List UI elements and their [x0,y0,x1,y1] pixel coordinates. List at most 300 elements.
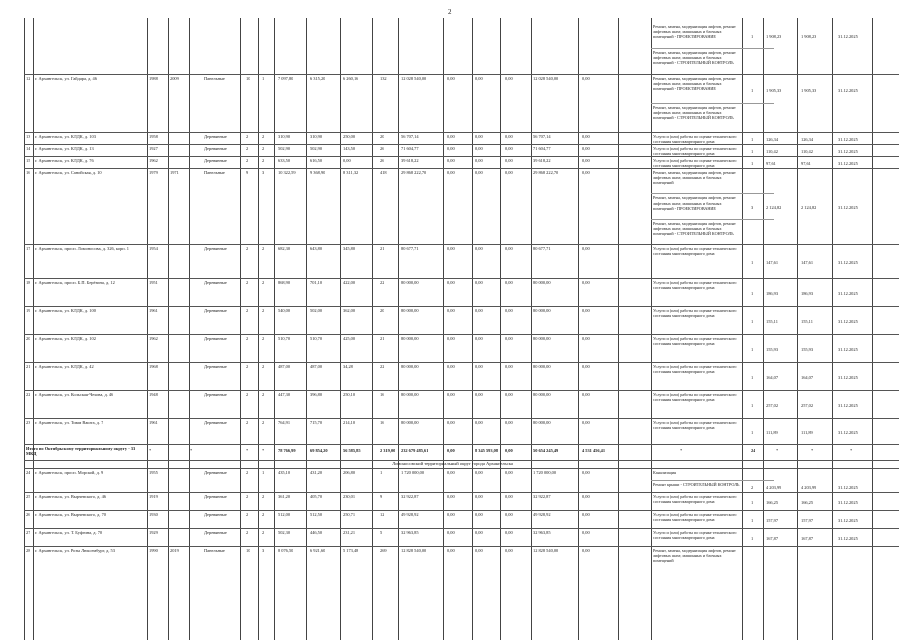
cell-c3: 0,00 [505,548,513,553]
work-deadline: 31.12.2025 [838,485,858,490]
cell-a1: 764,91 [278,420,291,425]
cell-a1: 512,00 [278,512,291,517]
total-a3: 56 585,85 [343,448,361,453]
work-cost-per-unit: 155,11 [766,319,778,324]
cell-c2: 0,00 [475,158,483,163]
cell-c3: 0,00 [505,76,513,81]
cell-c1: 0,00 [447,364,455,369]
cell-y1: 1968 [149,364,158,369]
cell-c1: 0,00 [447,76,455,81]
cell-c3: 0,00 [505,170,513,175]
cell-c4: 12 028 540,00 [533,76,559,81]
work-cost-limit: 4 203,99 [801,485,817,490]
cell-mat: Деревянные [204,420,227,425]
cell-c2: 0,00 [475,548,483,553]
cell-addr: г. Архангельск, ул. Т. Буфгина, д. 70 [35,530,103,535]
cell-mat: Деревянные [204,280,227,285]
work-quantity: 1 [751,347,754,352]
cell-en: 2 [262,512,265,517]
cell-fl: 9 [246,170,249,175]
cell-p: 269 [380,548,387,553]
cell-c1: 0,00 [447,420,455,425]
cell-c5: 0,00 [582,134,590,139]
cell-a2: 396,80 [310,392,323,397]
work-quantity: 1 [751,518,754,523]
work-cost-per-unit: 4 203,99 [766,485,782,490]
work-type: Услуги и (или) работы по оценке технического состояния многоквартирного дома [653,364,737,375]
cell-p: 418 [380,170,387,175]
cell-fl: 2 [246,158,249,163]
row-divider [24,468,899,469]
cell-n: 16 [26,170,31,175]
work-type: Услуги и (или) работы по оценке технического состояния многоквартирного дома [653,134,737,145]
work-cost-limit: 147,61 [801,260,814,265]
cell-c4: 80 000,00 [533,364,551,369]
work-cost-limit: 186,93 [801,291,814,296]
cell-c1: 0,00 [447,308,455,313]
work-quantity: 1 [751,34,754,39]
cell-p: 26 [380,158,385,163]
cell-c3: 0,00 [505,512,513,517]
cell-n: 19 [26,308,31,313]
work-quantity: 1 [751,137,754,142]
work-type: Услуги и (или) работы по оценке технического состояния многоквартирного дома [653,158,737,169]
work-type: Услуги и (или) работы по оценке технического состояния многоквартирного дома [653,512,737,523]
cell-fl: 2 [246,280,249,285]
cell-c1: 0,00 [447,158,455,163]
cell-addr: г. Архангельск, просп. Ломоносова, д. 326, корп. 1 [35,246,129,251]
total-p: 2 319,00 [380,448,396,453]
cell-en: 2 [262,280,265,285]
cell-en: 2 [262,146,265,151]
work-deadline: 31.12.2025 [838,430,858,435]
cell-a2: 431,20 [310,470,323,475]
work-quantity: 1 [751,149,754,154]
work-cost-limit: 126,34 [801,137,814,142]
cell-y2: 1971 [170,170,179,175]
cell-p: 22 [380,364,385,369]
cell-fl: 2 [246,364,249,369]
cell-a3: 0,00 [343,158,351,163]
cell-c5: 0,00 [582,76,590,81]
cell-c4: 80 677,71 [533,246,551,251]
cell-a1: 8 076,50 [278,548,294,553]
cell-a2: 502,90 [310,146,323,151]
work-type: Услуги и (или) работы по оценке технического состояния многоквартирного дома [653,420,737,431]
row-divider [24,74,899,75]
cell-a2: 512,50 [310,512,323,517]
work-quantity: 1 [751,375,754,380]
work-type: Ремонт, замена, модернизация лифтов, ремонт лифтовых шахт, машинных и блочных помещений - СТРОИТЕЛЬНЫЙ КОНТРОЛЬ [653,220,736,237]
cell-a1: 10 322,59 [278,170,296,175]
cell-y1: 1962 [149,158,158,163]
work-deadline: 31.12.2025 [838,518,858,523]
cell-c5: 0,00 [582,364,590,369]
cell-p: 9 [380,494,383,499]
cell-a1: 447,30 [278,392,291,397]
total-a2: 69 854,20 [310,448,328,453]
work-cost-per-unit: 186,93 [766,291,779,296]
cell-c2: 0,00 [475,494,483,499]
row-divider [24,132,899,133]
total-c2: 8 345 593,08 [475,448,499,453]
cell-c1: 0,00 [447,336,455,341]
cell-y1: 1955 [149,470,158,475]
cell-c1: 0,00 [447,512,455,517]
total-star: * [246,448,249,453]
cell-cost: 39 618,22 [401,158,419,163]
work-cost-limit: 111,89 [801,430,813,435]
cell-p: 132 [380,76,387,81]
work-cost-limit: 97,61 [801,161,811,166]
page-number: 2 [448,8,452,16]
cell-fl: 2 [246,530,249,535]
work-type: Услуги и (или) работы по оценке технического состояния многоквартирного дома [653,308,737,319]
cell-en: 2 [262,308,265,313]
cell-addr: г. Архангельск, ул. Кольская-Чехова, д. 46 [35,392,114,397]
cell-a2: 502,00 [310,308,323,313]
cell-fl: 2 [246,494,249,499]
cell-mat: Деревянные [204,246,227,251]
work-cost-limit: 166,25 [801,500,814,505]
work-deadline: 31.12.2025 [838,205,858,210]
work-cost-limit: 155,93 [801,347,814,352]
row-divider [24,156,899,157]
cell-p: 21 [380,246,385,251]
work-type: Ремонт, замена, модернизация лифтов, ремонт лифтовых шахт, машинных и блочных помещений - ПРОЕКТИРОВАНИЕ [653,76,736,92]
cell-en: 2 [262,246,265,251]
cell-a2: 487,00 [310,364,323,369]
cell-a3: 5 173,48 [343,548,359,553]
work-type: Ремонт, замена, модернизация лифтов, ремонт лифтовых шахт, машинных и блочных помещений [653,548,736,564]
work-deadline: 31.12.2025 [838,291,858,296]
cell-c1: 0,00 [447,530,455,535]
cell-p: 20 [380,134,385,139]
work-divider [651,103,774,104]
row-divider [24,362,899,363]
cell-c3: 0,00 [505,470,513,475]
cell-a2: 701,10 [310,280,323,285]
work-type: Ремонт, замена, модернизация лифтов, ремонт лифтовых шахт, машинных и блочных помещений - СТРОИТЕЛЬНЫЙ КОНТРОЛЬ [653,105,736,121]
cell-cost: 1 720 000,00 [401,470,425,475]
row-divider [24,418,899,419]
cell-y1: 1930 [149,512,158,517]
work-type: Услуги и (или) работы по оценке технического состояния многоквартирного дома [653,530,737,541]
cell-cost: 80 000,00 [401,420,419,425]
cell-c2: 0,00 [475,246,483,251]
cell-cost: 32 963,85 [401,530,419,535]
cell-c5: 0,00 [582,146,590,151]
cell-c1: 0,00 [447,146,455,151]
work-cost-per-unit: 147,61 [766,260,779,265]
total-c1: 0,00 [447,448,455,453]
cell-c5: 0,00 [582,308,590,313]
cell-c3: 0,00 [505,308,513,313]
cell-en: 2 [262,364,265,369]
cell-a1: 7 097,80 [278,76,294,81]
cell-n: 13 [26,134,31,139]
cell-mat: Панельные [204,170,225,175]
cell-addr: г. Архангельск, ул. Розы Люксембург, д. 53 [35,548,115,553]
cell-a2: 405,70 [310,494,323,499]
total-star: * [680,448,683,453]
cell-n: 21 [26,364,31,369]
cell-addr: г. Архангельск, ул. Вырчевского, д. 70 [35,512,106,517]
total-c4: 50 654 245,49 [533,448,559,453]
cell-c4: 32 922,87 [533,494,551,499]
cell-c4: 32 963,85 [533,530,551,535]
work-deadline: 31.12.2025 [838,34,858,39]
work-type: Ремонт, замена, модернизация лифтов, ремонт лифтовых шахт, машинных и блочных помещений - СТРОИТЕЛЬНЫЙ КОНТРОЛЬ [653,50,736,66]
work-cost-limit: 110,42 [801,149,813,154]
work-cost-per-unit: 97,61 [766,161,776,166]
cell-fl: 2 [246,470,249,475]
cell-c2: 0,00 [475,146,483,151]
cell-y1: 1962 [149,336,158,341]
cell-mat: Деревянные [204,158,227,163]
cell-c1: 0,00 [447,470,455,475]
cell-addr: г. Архангельск, ул. Гайдара, д. 46 [35,76,97,81]
total-cost: 232 679 485,61 [401,448,429,453]
row-divider [24,444,899,445]
cell-c4: 49 928,92 [533,512,551,517]
total-c5: 4 531 456,41 [582,448,606,453]
work-quantity: 1 [751,87,754,93]
work-quantity: 1 [751,291,754,296]
work-deadline: 31.12.2025 [838,137,858,142]
cell-mat: Деревянные [204,392,227,397]
cell-c5: 0,00 [582,512,590,517]
cell-a2: 310,90 [310,134,323,139]
work-deadline: 31.12.2025 [838,536,858,541]
cell-c3: 0,00 [505,280,513,285]
cell-fl: 10 [246,76,251,81]
work-quantity: 1 [751,319,754,324]
cell-p: 20 [380,308,385,313]
cell-addr: г. Архангельск, ул. КЛДК, д. 13 [35,146,94,151]
cell-y1: 1929 [149,530,158,535]
cell-a1: 310,90 [278,134,291,139]
cell-fl: 2 [246,512,249,517]
work-deadline: 31.12.2025 [838,87,858,93]
cell-mat: Деревянные [204,470,227,475]
cell-addr: г. Архангельск, ул. КЛДК, д. 76 [35,158,94,163]
work-cost-limit: 257,02 [801,403,814,408]
cell-c2: 0,00 [475,530,483,535]
cell-c2: 0,00 [475,280,483,285]
work-deadline: 31.12.2025 [838,403,858,408]
cell-a1: 682,30 [278,246,291,251]
row-divider [24,390,899,391]
work-type: Ремонт, замена, модернизация лифтов, ремонт лифтовых шахт, машинных и блочных помещений [653,170,736,186]
work-type: Ремонт крыши - СТРОИТЕЛЬНЫЙ КОНТРОЛЬ [653,482,740,487]
cell-addr: г. Архангельск, ул. КЛДК, д. 42 [35,364,94,369]
cell-cost: 49 928,92 [401,512,419,517]
work-deadline: 31.12.2025 [838,375,858,380]
cell-y2: 2009 [170,76,179,81]
cell-c3: 0,00 [505,530,513,535]
cell-addr: г. Архангельск, ул. Вырчевского, д. 46 [35,494,106,499]
work-cost-per-unit: 157,97 [766,518,779,523]
cell-a2: 643,80 [310,246,323,251]
cell-p: 16 [380,420,385,425]
row-divider [24,144,899,145]
cell-mat: Панельные [204,548,225,553]
cell-a1: 435,10 [278,470,291,475]
row-divider [24,168,899,169]
row-divider [24,278,899,279]
cell-c3: 0,00 [505,494,513,499]
cell-c1: 0,00 [447,134,455,139]
cell-y1: 1919 [149,494,158,499]
cell-c2: 0,00 [475,392,483,397]
cell-fl: 2 [246,134,249,139]
work-cost-limit: 164,07 [801,375,814,380]
row-divider [24,244,899,245]
cell-c2: 0,00 [475,308,483,313]
cell-fl: 10 [246,548,251,553]
work-cost-per-unit: 167,87 [766,536,779,541]
district-total-label: Итого по Октябрьскому территориальному округу - 33 МКД [26,446,136,456]
cell-y1: 1990 [149,548,158,553]
cell-c5: 0,00 [582,246,590,251]
cell-c5: 0,00 [582,530,590,535]
cell-mat: Деревянные [204,494,227,499]
work-divider [651,193,774,194]
cell-c4: 56 707,14 [533,134,551,139]
cell-cost: 80 000,00 [401,364,419,369]
cell-c3: 0,00 [505,420,513,425]
cell-en: 2 [262,134,265,139]
cell-a2: 715,70 [310,420,323,425]
cell-c1: 0,00 [447,548,455,553]
cell-addr: г. Архангельск, ул. Тимм Вашта, д. 7 [35,420,104,425]
cell-c5: 0,00 [582,158,590,163]
work-divider [651,48,774,49]
cell-c3: 0,00 [505,336,513,341]
cell-n: 25 [26,494,31,499]
cell-n: 20 [26,336,31,341]
cell-a3: 422,00 [343,280,356,285]
work-type: Услуги и (или) работы по оценке технического состояния многоквартирного дома [653,280,737,291]
work-cost-per-unit: 166,25 [766,500,779,505]
work-deadline: 31.12.2025 [838,500,858,505]
work-quantity: 3 [751,205,754,210]
cell-n: 14 [26,146,31,151]
work-type: Канализация [653,470,676,475]
work-cost-per-unit: 126,34 [766,137,779,142]
cell-c5: 0,00 [582,494,590,499]
cell-c5: 0,00 [582,336,590,341]
cell-n: 22 [26,392,31,397]
cell-a1: 487,00 [278,364,291,369]
cell-c4: 12 828 540,00 [533,548,559,553]
cell-n: 17 [26,246,31,251]
cell-fl: 2 [246,146,249,151]
cell-c4: 29 868 222,70 [533,170,559,175]
cell-c4: 80 000,00 [533,392,551,397]
cell-a1: 361,20 [278,494,291,499]
cell-cost: 80 000,00 [401,280,419,285]
cell-a2: 446,50 [310,530,323,535]
cell-c5: 0,00 [582,280,590,285]
cell-n: 18 [26,280,31,285]
work-cost-per-unit: 1 905,33 [766,87,782,93]
cell-c5: 0,00 [582,420,590,425]
cell-a3: 362,00 [343,308,356,313]
cell-mat: Деревянные [204,364,227,369]
cell-c3: 0,00 [505,158,513,163]
cell-c2: 0,00 [475,134,483,139]
cell-c1: 0,00 [447,170,455,175]
total-star: * [776,448,779,453]
cell-en: 1 [262,76,265,81]
cell-addr: г. Архангельск, ул. КЛДК, д. 103 [35,134,96,139]
cell-a2: 6 921,60 [310,548,326,553]
cell-cost: 32 922,87 [401,494,419,499]
work-divider [651,219,774,220]
cell-n: 24 [26,470,31,475]
cell-en: 2 [262,336,265,341]
cell-a3: 425,00 [343,336,356,341]
cell-c4: 1 720 000,00 [533,470,557,475]
cell-c3: 0,00 [505,134,513,139]
cell-p: 16 [380,392,385,397]
cell-c2: 0,00 [475,76,483,81]
cell-mat: Деревянные [204,134,227,139]
work-type: Услуги и (или) работы по оценке технического состояния многоквартирного дома [653,246,737,257]
cell-c3: 0,00 [505,146,513,151]
cell-mat: Деревянные [204,336,227,341]
cell-c2: 0,00 [475,512,483,517]
cell-n: 26 [26,512,31,517]
cell-a3: 230,01 [343,494,356,499]
work-type: Услуги и (или) работы по оценке технического состояния многоквартирного дома [653,336,737,347]
cell-p: 12 [380,512,385,517]
cell-a3: 6 260,16 [343,76,359,81]
work-cost-per-unit: 257,02 [766,403,779,408]
work-deadline: 31.12.2025 [838,149,858,154]
cell-c5: 0,00 [582,170,590,175]
cell-y2: 2019 [170,548,179,553]
cell-en: 3 [262,548,265,553]
work-divider [651,480,774,481]
row-divider [24,510,899,511]
cell-a3: 143,50 [343,146,356,151]
total-star: * [149,448,152,453]
cell-p: 5 [380,530,383,535]
cell-y1: 1948 [149,392,158,397]
cell-cost: 80 000,00 [401,336,419,341]
cell-y1: 1954 [149,246,158,251]
cell-addr: г. Архангельск, ул. КЛДК, д. 102 [35,336,96,341]
cell-c3: 0,00 [505,246,513,251]
cell-cost: 12 028 540,00 [401,76,427,81]
cell-c1: 0,00 [447,280,455,285]
cell-a1: 510,70 [278,336,291,341]
cell-p: 22 [380,280,385,285]
cell-a2: 6 315,20 [310,76,326,81]
cell-en: 3 [262,170,265,175]
work-cost-per-unit: 110,42 [766,149,778,154]
cell-c4: 80 000,00 [533,420,551,425]
cell-fl: 2 [246,308,249,313]
cell-cost: 12 828 540,00 [401,548,427,553]
work-cost-limit: 167,87 [801,536,814,541]
work-deadline: 31.12.2025 [838,161,858,166]
cell-y1: 1979 [149,170,158,175]
cell-cost: 71 604,77 [401,146,419,151]
